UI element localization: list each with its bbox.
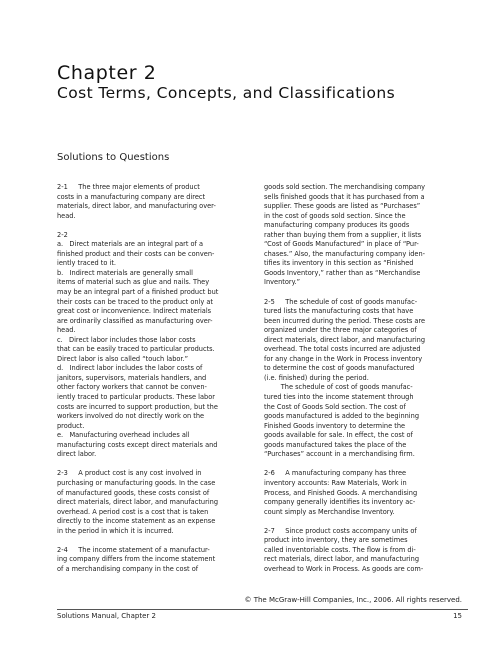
text-line: goods available for sale. In effect, the cost of xyxy=(264,431,413,440)
text-line: iently traced to it. xyxy=(57,259,117,268)
text-line: e. Manufacturing overhead includes all xyxy=(57,431,190,440)
text-line: Goods Inventory,” rather than as “Merchandise xyxy=(264,268,421,277)
text-line: great cost or inconvenience. Indirect materials xyxy=(57,307,212,316)
chapter-label: Chapter 2 xyxy=(57,62,157,84)
section-title: Solutions to Questions xyxy=(57,152,170,163)
text-line: 2-1 The three major elements of product xyxy=(57,183,200,191)
text-line: overhead. The total costs incurred are adjusted xyxy=(264,345,421,354)
text-line: for any change in the Work in Process inventory xyxy=(264,354,423,363)
text-line: (i.e. finished) during the period. xyxy=(264,373,369,382)
text-line: sells finished goods that it has purchased from a xyxy=(264,192,425,201)
text-line: of a merchandising company in the cost of xyxy=(57,564,199,573)
text-line: product into inventory, they are sometimes xyxy=(264,536,408,545)
text-line: are ordinarily classified as manufacturing over- xyxy=(57,316,213,325)
text-line: directly to the income statement as an expense xyxy=(57,517,216,526)
text-line xyxy=(264,460,467,470)
footer-divider xyxy=(57,609,468,610)
text-line: count simply as Merchandise Inventory. xyxy=(264,507,395,516)
text-line xyxy=(264,288,467,298)
text-line: 2-4 The income statement of a manufactur- xyxy=(57,545,210,554)
text-line: “Purchases” account in a merchandising firm. xyxy=(264,450,415,459)
text-line: Direct labor is also called “touch labor.” xyxy=(57,354,189,363)
text-line: inventory accounts: Raw Materials, Work in xyxy=(264,478,407,487)
text-line: workers involved do not directly work on the xyxy=(57,412,205,421)
text-line: tured lists the manufacturing costs that have xyxy=(264,307,414,316)
text-line: to determine the cost of goods manufactured xyxy=(264,364,415,373)
text-line: items of material such as glue and nails. They xyxy=(57,278,210,287)
text-line: manufacturing company produces its goods xyxy=(264,221,410,230)
text-line: rather than buying them from a supplier, it lists xyxy=(264,230,422,239)
text-line: supplier. These goods are listed as “Purchases” xyxy=(264,202,421,211)
text-line: rect materials, direct labor, and manufacturing xyxy=(264,555,420,564)
text-line: direct labor. xyxy=(57,450,97,459)
text-line xyxy=(57,536,257,546)
text-line: the Cost of Goods Sold section. The cost of xyxy=(264,402,406,411)
text-line: goods manufactured takes the place of the xyxy=(264,440,407,449)
text-line: product. xyxy=(57,421,85,430)
text-line: called inventoriable costs. The flow is from di- xyxy=(264,545,416,554)
text-line: Process, and Finished Goods. A merchandising xyxy=(264,488,418,497)
text-line: ing company differs from the income statement xyxy=(57,555,216,564)
footer-manual-label: Solutions Manual, Chapter 2 xyxy=(57,612,156,620)
text-line: The schedule of cost of goods manufac- xyxy=(264,383,413,392)
text-line: in the period in which it is incurred. xyxy=(57,526,174,535)
text-line: chases.” Also, the manufacturing company iden- xyxy=(264,249,425,258)
text-line: in the cost of goods sold section. Since the xyxy=(264,211,406,220)
text-line: manufacturing costs except direct materials and xyxy=(57,440,218,449)
left-column xyxy=(57,183,257,574)
text-line: c. Direct labor includes those labor costs xyxy=(57,335,196,344)
chapter-title: Cost Terms, Concepts, and Classifications xyxy=(57,84,396,102)
text-line: their costs can be traced to the product only at xyxy=(57,297,214,306)
text-line: 2-3 A product cost is any cost involved in xyxy=(57,469,202,478)
text-line xyxy=(57,221,257,231)
text-line: finished product and their costs can be conven- xyxy=(57,249,215,258)
text-line: 2-2 xyxy=(57,230,68,239)
text-line: purchasing or manufacturing goods. In the case xyxy=(57,478,216,487)
text-line: janitors, supervisors, materials handlers, and xyxy=(57,373,207,382)
text-line: 2-5 The schedule of cost of goods manufac- xyxy=(264,297,418,306)
text-line: direct materials, direct labor, and manufacturing xyxy=(264,335,426,344)
copyright-notice: © The McGraw-Hill Companies, Inc., 2006. All rights reserved. xyxy=(244,596,462,604)
text-line: a. Direct materials are an integral part of a xyxy=(57,240,204,249)
text-line: direct materials, direct labor, and manufacturing xyxy=(57,498,219,507)
text-line: costs are incurred to support production, but the xyxy=(57,402,218,411)
text-line: “Cost of Goods Manufactured” in place of “Pur- xyxy=(264,240,419,249)
text-line: b. Indirect materials are generally small xyxy=(57,268,193,277)
text-line: goods sold section. The merchandising company xyxy=(264,183,426,191)
text-line: of manufactured goods, these costs consist of xyxy=(57,488,210,497)
text-line: been incurred during the period. These costs are xyxy=(264,316,426,325)
text-line: other factory workers that cannot be conven- xyxy=(57,383,207,392)
text-line: organized under the three major categories of xyxy=(264,326,417,335)
text-line: Finished Goods inventory to determine the xyxy=(264,421,406,430)
text-line: overhead. A period cost is a cost that is taken xyxy=(57,507,209,516)
text-line: that can be easily traced to particular products. xyxy=(57,345,215,354)
text-line: tifies its inventory in this section as “Finished xyxy=(264,259,414,268)
text-line: tured ties into the income statement through xyxy=(264,393,414,402)
text-line xyxy=(264,517,467,527)
text-line: d. Indirect labor includes the labor costs of xyxy=(57,364,203,373)
text-line xyxy=(57,460,257,470)
text-line: materials, direct labor, and manufacturing over- xyxy=(57,202,216,211)
text-line: company generally identifies its inventory ac- xyxy=(264,498,416,507)
page-number: 15 xyxy=(453,612,462,620)
text-line: 2-6 A manufacturing company has three xyxy=(264,469,407,478)
text-line: iently traced to particular products. These labor xyxy=(57,393,215,402)
text-line: may be an integral part of a finished product but xyxy=(57,288,219,297)
text-line: head. xyxy=(57,211,76,220)
right-column xyxy=(264,183,467,574)
text-line: head. xyxy=(57,326,76,335)
text-line: costs in a manufacturing company are direct xyxy=(57,192,206,201)
text-line: Inventory.” xyxy=(264,278,301,287)
text-line: 2-7 Since product costs accompany units of xyxy=(264,526,417,535)
text-line: overhead to Work in Process. As goods are com- xyxy=(264,564,424,573)
text-line: goods manufactured is added to the beginning xyxy=(264,412,420,421)
